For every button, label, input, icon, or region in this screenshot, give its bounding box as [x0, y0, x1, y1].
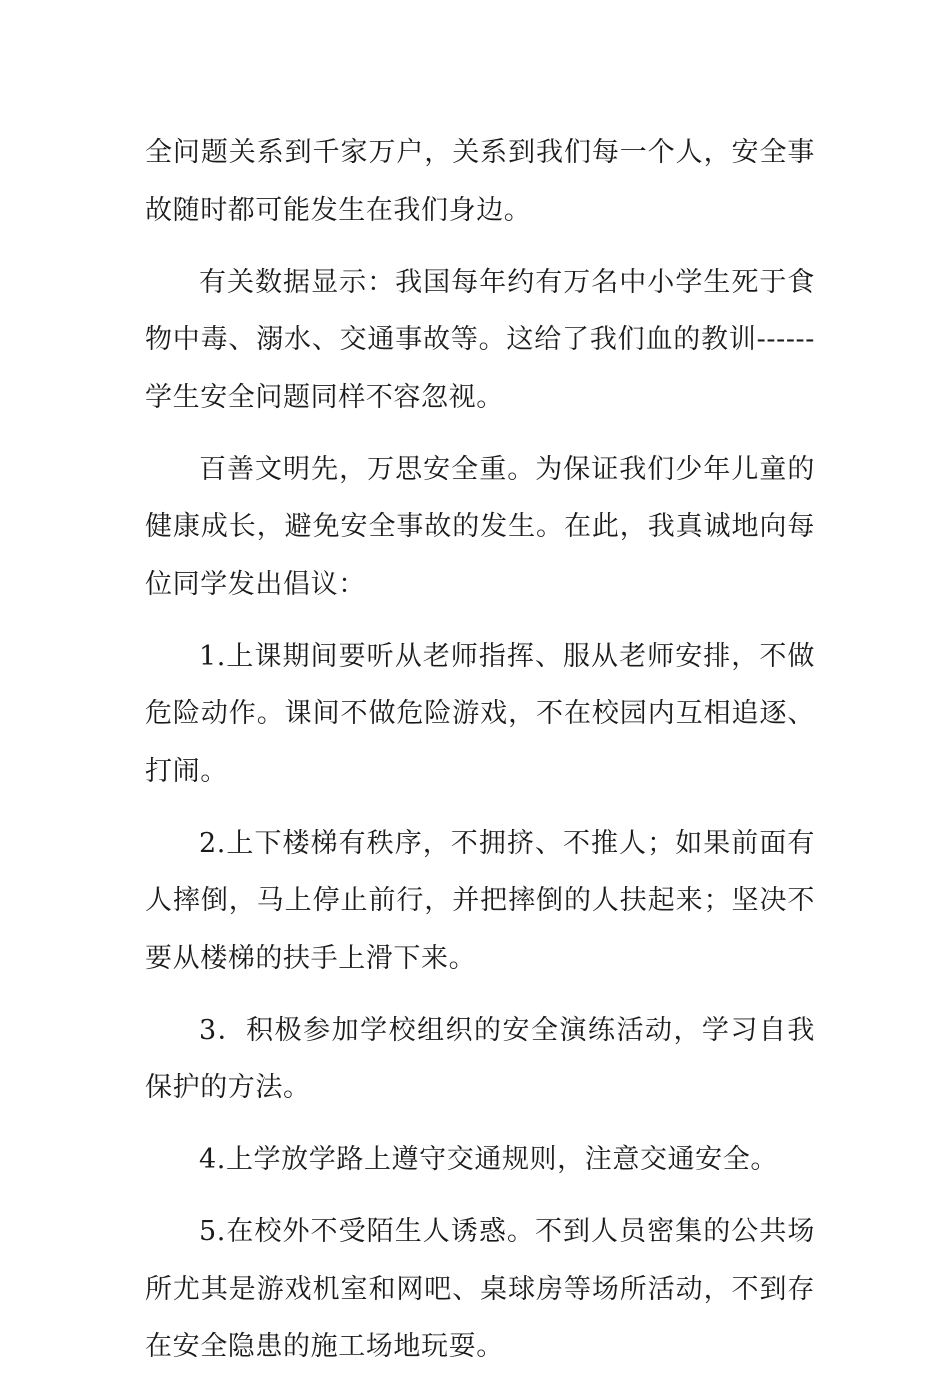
- paragraph-proposal-intro: 百善文明先，万思安全重。为保证我们少年儿童的健康成长，避免安全事故的发生。在此，我真诚地向每位同学发出倡议：: [145, 453, 815, 600]
- paragraph-continuation: 全问题关系到千家万户，关系到我们每一个人，安全事故随时都可能发生在我们身边。: [145, 137, 815, 226]
- paragraph-statistics: 有关数据显示：我国每年约有万名中小学生死于食物中毒、溺水、交通事故等。这给了我们血的教训------学生安全问题同样不容忽视。: [145, 266, 815, 413]
- document-body: [145, 124, 815, 1390]
- list-item-3: 3．积极参加学校组织的安全演练活动，学习自我保护的方法。: [145, 1014, 815, 1103]
- list-item-5: 5.在校外不受陌生人诱惑。不到人员密集的公共场所尤其是游戏机室和网吧、桌球房等场所活动，不到存在安全隐患的施工场地玩耍。: [145, 1216, 815, 1362]
- list-item-4: 4.上学放学路上遵守交通规则，注意交通安全。: [199, 1144, 778, 1175]
- list-item-1: 1.上课期间要听从老师指挥、服从老师安排，不做危险动作。课间不做危险游戏，不在校园内互相追逐、打闹。: [145, 640, 815, 787]
- list-item-2: 2.上下楼梯有秩序，不拥挤、不推人；如果前面有人摔倒，马上停止前行，并把摔倒的人扶起来；坚决不要从楼梯的扶手上滑下来。: [145, 827, 815, 974]
